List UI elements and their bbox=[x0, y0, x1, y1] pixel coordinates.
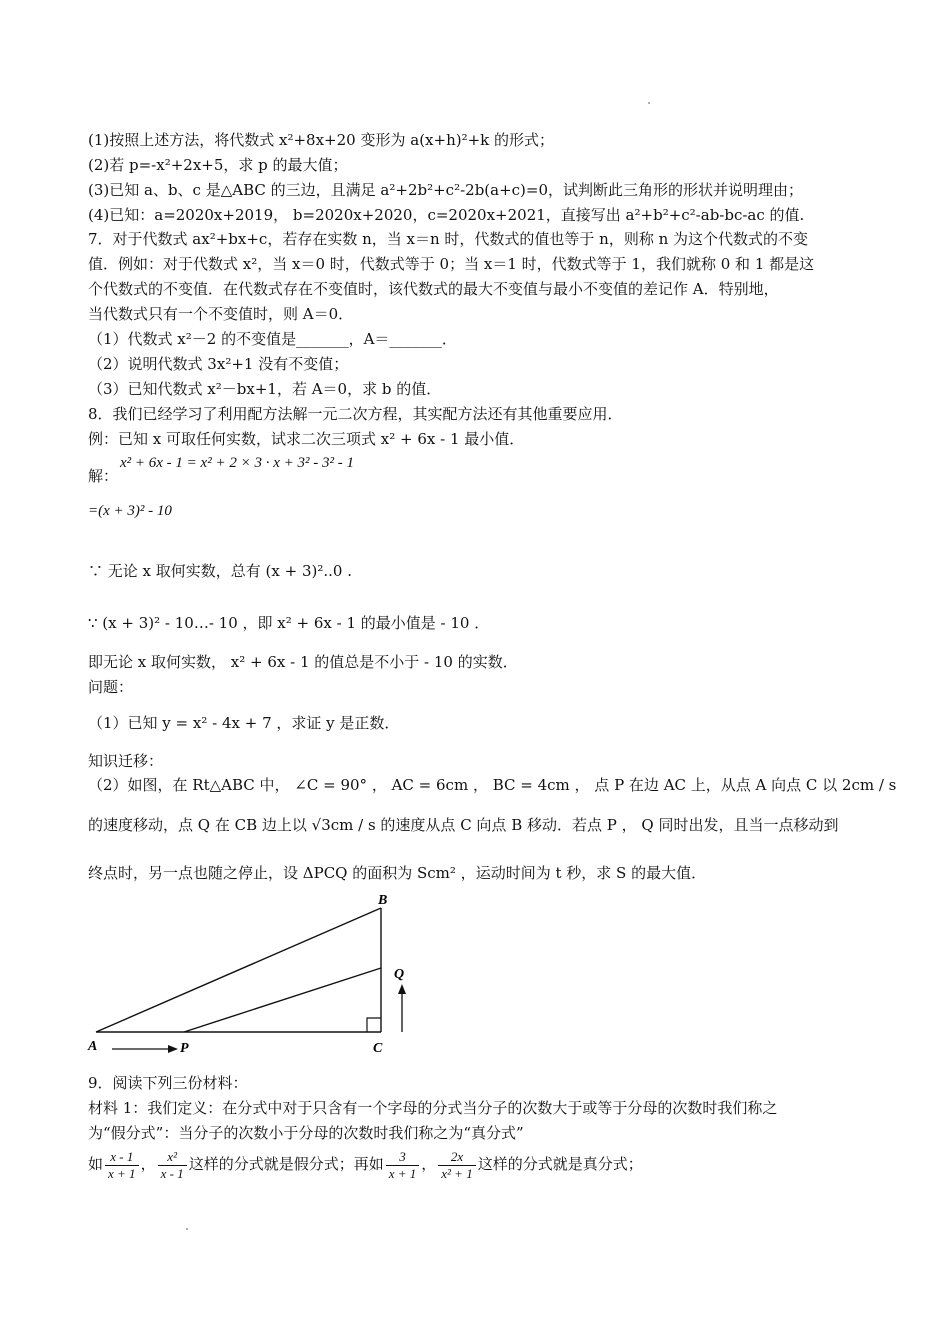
q8-sub2-line3: 终点时，另一点也随之停止，设 ΔPCQ 的面积为 Scm² ，运动时间为 t 秒，求 S 的最大值． bbox=[88, 864, 707, 882]
label-q: Q bbox=[394, 967, 405, 982]
q9-m1-line2: 为“假分式”：当分子的次数小于分母的次数时我们称之为“真分式” bbox=[88, 1124, 524, 1142]
side-ab bbox=[96, 908, 381, 1032]
q7-line3: 个代数式的不变值．在代数式存在不变值时，该代数式的最大不变值与最小不变值的差记作 A．特别地， bbox=[88, 280, 779, 298]
fraction-4 bbox=[438, 1149, 475, 1182]
q8-step2: =(x + 3)² - 10 bbox=[88, 503, 172, 519]
q7-line2: 值．例如：对于代数式 x²，当 x＝0 时，代数式等于 0；当 x＝1 时，代数式等于 1，我们就称 0 和 1 都是这 bbox=[88, 255, 815, 273]
fraction-2-den: x - 1 bbox=[160, 1165, 184, 1181]
q7-sub1: （1）代数式 x²－2 的不变值是_______，A＝_______． bbox=[88, 330, 457, 348]
q6-part2: (2)若 p=-x²+2x+5，求 p 的最大值； bbox=[88, 156, 348, 174]
scan-dot-bottom bbox=[186, 1228, 188, 1230]
q8-example: 例：已知 x 可取任何实数，试求二次三项式 x² + 6x - 1 最小值． bbox=[88, 430, 525, 448]
fraction-4-den: x² + 1 bbox=[441, 1165, 473, 1181]
fraction-1-den: x + 1 bbox=[108, 1165, 136, 1181]
q9-mid-text: 这样的分式就是假分式；再如 bbox=[188, 1155, 384, 1173]
fraction-1 bbox=[105, 1149, 139, 1182]
q9-fraction-examples bbox=[88, 1146, 868, 1182]
fraction-3-num: 3 bbox=[386, 1149, 420, 1166]
q9-ru: 如 bbox=[88, 1155, 104, 1173]
label-p: P bbox=[180, 1041, 189, 1056]
label-a: A bbox=[88, 1039, 98, 1054]
q8-sub2-line1: （2）如图，在 Rt△ABC 中， ∠C = 90° ， AC = 6cm ， BC = 4cm ， 点 P 在边 AC 上，从点 A 向点 C 以 2cm / s bbox=[88, 776, 897, 794]
q8-conclusion: 即无论 x 取何实数， x² + 6x - 1 的值总是不小于 - 10 的实数． bbox=[88, 653, 518, 671]
q9-sep1: ， bbox=[140, 1155, 156, 1173]
fraction-4-num: 2x bbox=[438, 1149, 475, 1166]
right-angle-mark bbox=[367, 1018, 381, 1032]
q8-step1: x² + 6x - 1 = x² + 2 × 3 · x + 3² - 3² - 1 bbox=[120, 455, 354, 471]
q8-solve-label: 解： bbox=[88, 467, 119, 485]
q6-part1: (1)按照上述方法，将代数式 x²+8x+20 变形为 a(x+h)²+k 的形式； bbox=[88, 131, 555, 149]
label-b: B bbox=[378, 893, 388, 908]
q7-sub3: （3）已知代数式 x²－bx+1，若 A＝0，求 b 的值． bbox=[88, 380, 442, 398]
label-c: C bbox=[373, 1041, 383, 1056]
q8-sub1: （1）已知 y = x² - 4x + 7 ，求证 y 是正数． bbox=[88, 714, 400, 732]
fraction-3-den: x + 1 bbox=[388, 1165, 417, 1181]
q8-intro: 8．我们已经学习了利用配方法解一元二次方程，其实配方法还有其他重要应用． bbox=[88, 405, 623, 423]
q7-line1: 7．对于代数式 ax²+bx+c，若存在实数 n，当 x＝n 时，代数式的值也等于 n，则称 n 为这个代数式的不变 bbox=[88, 230, 809, 248]
scan-dot bbox=[648, 102, 650, 104]
arrow-right-icon bbox=[168, 1045, 178, 1053]
q6-part3: (3)已知 a、b、c 是△ABC 的三边，且满足 a²+2b²+c²-2b(a+c)=0，试判断此三角形的形状并说明理由； bbox=[88, 181, 804, 199]
fraction-3 bbox=[386, 1149, 420, 1182]
q9-title: 9．阅读下列三份材料： bbox=[88, 1074, 248, 1092]
q8-problem-label: 问题： bbox=[88, 678, 134, 696]
fraction-1-num: x - 1 bbox=[105, 1149, 139, 1166]
q8-because2: ∵ (x + 3)² - 10…- 10 ，即 x² + 6x - 1 的最小值是 - 10 ． bbox=[88, 614, 490, 632]
q7-line4: 当代数式只有一个不变值时，则 A＝0． bbox=[88, 305, 354, 323]
q7-sub2: （2）说明代数式 3x²+1 没有不变值； bbox=[88, 355, 349, 373]
q9-sep2: ， bbox=[421, 1155, 437, 1173]
q8-transfer-label: 知识迁移： bbox=[88, 752, 164, 770]
q9-end-text: 这样的分式就是真分式； bbox=[477, 1155, 643, 1173]
q6-part4: (4)已知：a=2020x+2019， b=2020x+2020，c=2020x+2021，直接写出 a²+b²+c²-ab-bc-ac 的值. bbox=[88, 206, 805, 224]
q8-because1: ∵ 无论 x 取何实数，总有 (x + 3)²..0 . bbox=[88, 562, 352, 580]
q9-m1-line1: 材料 1：我们定义：在分式中对于只含有一个字母的分式当分子的次数大于或等于分母的次数时我们称之 bbox=[88, 1099, 778, 1117]
fraction-2 bbox=[158, 1149, 187, 1182]
q8-sub2-line2: 的速度移动，点 Q 在 CB 边上以 √3cm / s 的速度从点 C 向点 B 移动．若点 P ， Q 同时出发，且当一点移动到 bbox=[88, 816, 839, 834]
fraction-2-num: x² bbox=[158, 1149, 187, 1166]
segment-pq bbox=[184, 968, 381, 1032]
triangle-figure bbox=[86, 892, 416, 1064]
arrow-up-icon bbox=[398, 984, 406, 994]
